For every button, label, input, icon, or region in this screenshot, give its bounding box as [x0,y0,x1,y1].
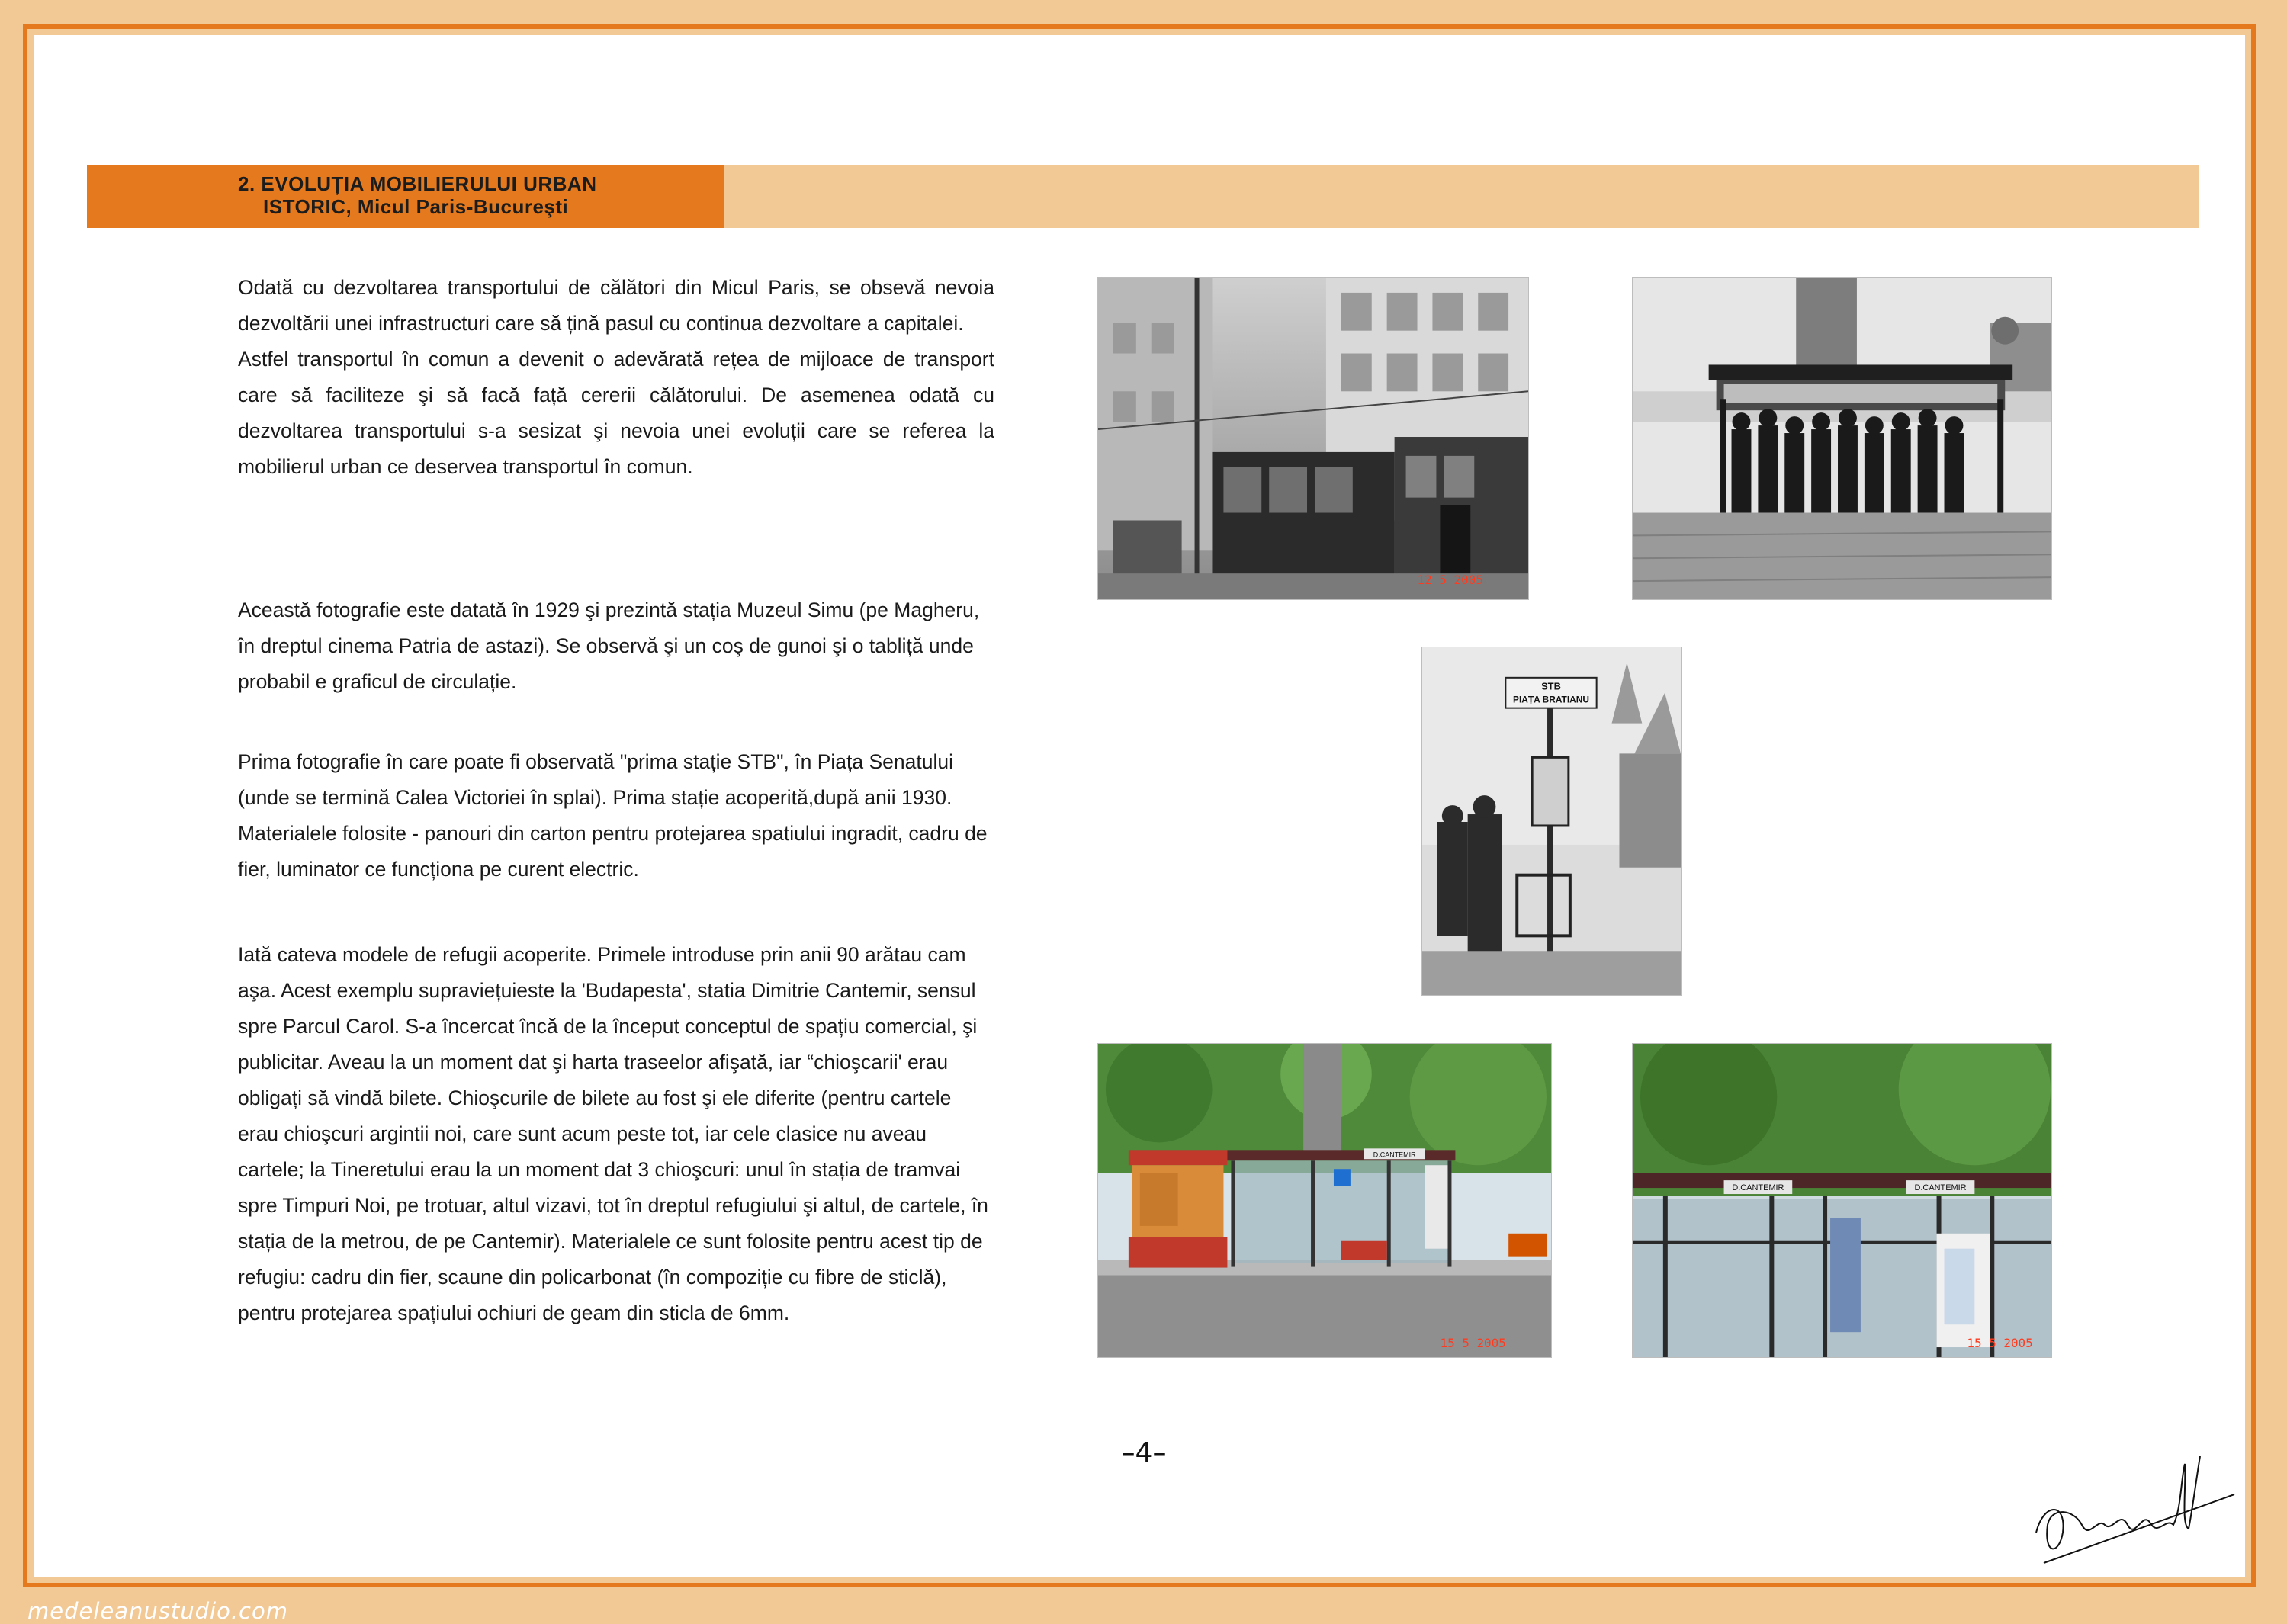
photo-historic-tram [1097,277,1529,600]
photo5-sign-left: D.CANTEMIR [1732,1183,1784,1193]
photo4-date-stamp: 15 5 2005 [1440,1336,1506,1351]
paragraph-intro: Odată cu dezvoltarea transportului de călători din Micul Paris, se obsevă nevoia dezvoltării unei infrastructuri care să țină pasul cu continua dezvoltare a capitalei. Astfel transportul în comun a devenit o adevărată rețea de mijloace de transport care să faciliteze şi să facă față cererii călătorului. De asemenea odată cu dezvoltarea transportului s-a sesizat şi nevoia unei evoluții care se referea la mobilierul urban ce deservea transportul în comun. [238,276,994,478]
photo5-date-stamp: 15 5 2005 [1967,1336,2033,1351]
photo5-sign-right: D.CANTEMIR [1914,1183,1967,1193]
photo-cantemir-shelter [1632,1043,2052,1358]
photo-cantemir-shelter-image [1633,1044,2051,1357]
photo-stb-sign [1421,647,1682,996]
page-number: –4– [1121,1437,1167,1468]
photo-shelter-crowd [1632,277,2052,600]
paragraph-covered-shelters: Iată cateva modele de refugii acoperite. Primele introduse prin anii 90 arătau cam aşa. Acest exemplu supraviețuieste la 'Budapesta', statia Dimitrie Cantemir, sensul spre Parcul Carol. S-a încercat încă de la început conceptul de spațiu comercial, şi publicitar. Aveau la un moment dat şi harta traseelor afişată, iar “chioşcarii' erau obligați să vindă bilete. Chioşcurile de bilete au fost şi ele diferite (pentru cartele erau chioşcuri argintii noi, care sunt acum peste tot, iar cele clasice nu aveau cartele; la Tineretului erau la un moment dat 3 chioşcuri: unul în stația de tramvai spre Timpuri Noi, pe trotuar, altul vizavi, tot în dreptul refugiului şi altul, de cartele, în stația de la metrou, de pe Cantemir). Materialele ce sunt folosite pentru acest tip de refugiu: cadru din fier, scaune din policarbonat (în compoziție cu fibre de sticlă), pentru protejarea spațiului ochiuri de geam din sticla de 6mm. [238,943,988,1324]
photo-modern-shelter-kiosk [1097,1043,1552,1358]
photo4-sign: D.CANTEMIR [1373,1151,1416,1159]
photo-stb-sign-image [1422,647,1681,995]
photo-historic-tram-image [1098,278,1528,599]
section-title-line2: ISTORIC, Micul Paris-Bucureşti [263,195,569,218]
watermark-text: medeleanustudio.com [27,1598,288,1624]
photo3-sign-line2: PIAȚA BRATIANU [1513,694,1589,705]
paragraph-1929-photo: Această fotografie este datată în 1929 şi prezintă stația Muzeul Simu (pe Magheru, în dreptul cinema Patria de astazi). Se observă şi un coş de gunoi şi o tabliță unde probabil e graficul de circulație. [238,599,980,693]
photo-modern-shelter-kiosk-image [1098,1044,1551,1357]
signature-image [2028,1433,2242,1578]
photo-shelter-crowd-image [1633,278,2051,599]
paragraph-first-stb-station: Prima fotografie în care poate fi observată "prima stație STB", în Piața Senatului (unde se termină Calea Victoriei în splai). Prima stație acoperită,după anii 1930. Materialele folosite - panouri din carton pentru protejarea spatiului ingradit, cadru de fier, luminator ce funcționa pe curent electric. [238,750,988,881]
photo3-sign-line1: STB [1541,680,1561,692]
photo1-date-stamp: 12 5 2005 [1417,573,1483,588]
section-title-line1: 2. EVOLUȚIA MOBILIERULUI URBAN [238,172,597,195]
